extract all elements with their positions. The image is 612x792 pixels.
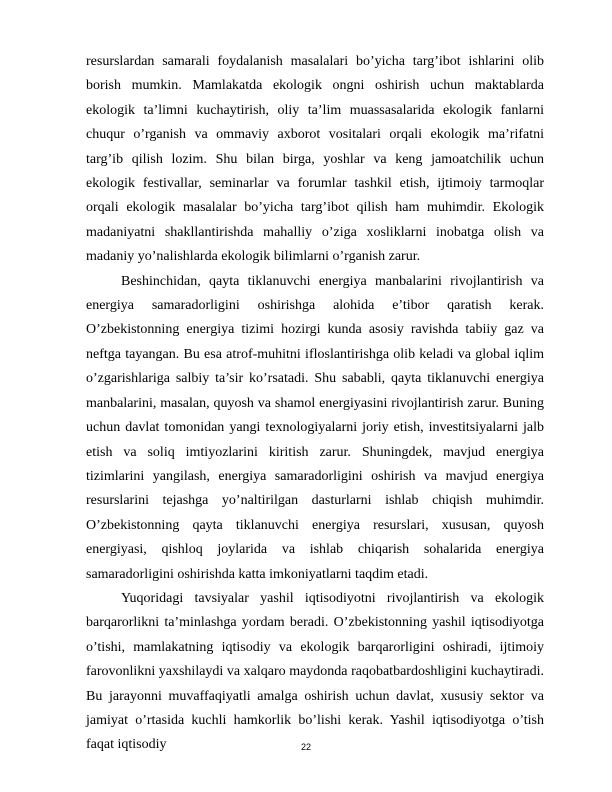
paragraph-continuation: resurslardan samarali foydalanish masalalari bo’yicha targ’ibot ishlarini olib borish mumkin. Mamlakatda ekologik ongni oshirish uchun maktablarda ekologik ta’limni kuchaytirish, oliy ta’lim muassasalarida ekologik fanlarni chuqur o’rganish va ommaviy axborot vositalari orqali ekologik ma’rifatni targ’ib qilish lozim. Shu bilan birga, yoshlar va keng jamoatchilik uchun ekologik festivallar, seminarlar va forumlar tashkil etish, ijtimoiy tarmoqlar orqali ekologik masalalar bo’yicha targ’ibot qilish ham muhimdir. Ekologik madaniyatni shakllantirishda mahalliy o’ziga xosliklarni inobatga olish va madaniy yo’nalishlarda ekologik bilimlarni o’rganish zarur. <box>86 54 544 265</box>
document-body <box>86 50 544 758</box>
paragraph-conclusion: Yuqoridagi tavsiyalar yashil iqtisodiyotni rivojlantirish va ekologik barqarorlikni ta’minlashga yordam beradi. O’zbekistonning yashil iqtisodiyotga o’tishi, mamlakatning iqtisodiy va ekologik barqarorligini oshiradi, ijtimoiy farovonlikni yaxshilaydi va xalqaro maydonda raqobatbardoshligini kuchaytiradi. Bu jarayonni muvaffaqiyatli amalga oshirish uchun davlat, xususiy sektor va jamiyat o’rtasida kuchli hamkorlik bo’lishi kerak. Yashil iqtisodiyotga o’tish faqat iqtisodiy <box>86 590 544 753</box>
page-number: 22 <box>300 742 311 752</box>
paragraph-renewable-energy: Beshinchidan, qayta tiklanuvchi energiya manbalarini rivojlantirish va energiya samaradorligini oshirishga alohida e’tibor qaratish kerak. O’zbekistonning energiya tizimi hozirgi kunda asosiy ravishda tabiiy gaz va neftga tayangan. Bu esa atrof-muhitni ifloslantirishga olib keladi va global iqlim o’zgarishlariga salbiy ta’sir ko’rsatadi. Shu sababli, qayta tiklanuvchi energiya manbalarini, masalan, quyosh va shamol energiyasini rivojlantirish zarur. Buning uchun davlat tomonidan yangi texnologiyalarni joriy etish, investitsiyalarni jalb etish va soliq imtiyozlarini kiritish zarur. Shuningdek, mavjud energiya tizimlarini yangilash, energiya samaradorligini oshirish va mavjud energiya resurslarini tejashga yo’naltirilgan dasturlarni ishlab chiqish muhimdir. O’zbekistonning qayta tiklanuvchi energiya resurslari, xususan, quyosh energiyasi, qishloq joylarida va ishlab chiqarish sohalarida energiya samaradorligini oshirishda katta imkoniyatlarni taqdim etadi. <box>86 273 544 582</box>
